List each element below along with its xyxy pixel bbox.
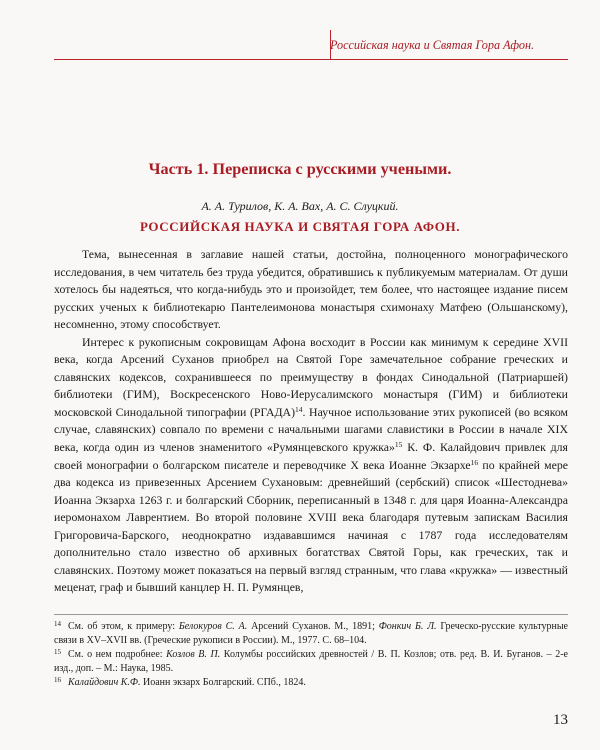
paragraph-2-part-b: . Научное использование этих рукописей (во всяком случае, славянских) совпало по времени с начальными шагами славистики в России в начале XIX века, когда один из членов знаменитого «Румянцевского кружка»: [54, 404, 568, 455]
paragraph-2-part-d: по крайней мере два кодекса из привезенных Арсением Сухановым: древнейший (сербский) список «Шестоднева» Иоанна Экзарха 1263 г. и болгарский Сборник, переписанный в 1348 г. для царя Иоанна-Александра иеромонахом Лаврентием. Во второй половине XVIII века благодаря путевым запискам Василия Григоровича-Барского, неоднократно издававшимся начиная с 1787 года исследователям дополнительно стало известно об архивных богатствах Святой Горы, как греческих, так и славянских. Поэтому может показаться на первый взгляд странным, что глава «кружка» — известный меценат, граф и бывший канцлер Н. П. Румянцев,: [54, 457, 569, 595]
footnote-15: [54, 648, 568, 675]
footnote-text: Греческо-русские культурные связи в XV–XVII вв. (Греческие рукописи в России). М., 1977. С. 68–104.: [54, 621, 568, 646]
footnote-author: Козлов В. П.: [166, 649, 221, 660]
footnote-text: См. об этом, к примеру:: [68, 621, 179, 632]
article-authors: А. А. Турилов, К. А. Вах, А. С. Слуцкий.: [201, 199, 399, 213]
footnote-ref-14[interactable]: 14: [295, 404, 303, 414]
footnote-ref-16[interactable]: 16: [470, 457, 479, 467]
footnote-text: См. о нем подробнее:: [68, 649, 167, 660]
footnote-author: Белокуров С. А.: [178, 621, 248, 632]
paragraph-1: Тема, вынесенная в заглавие нашей статьи, достойна, полноценного монографического исследования, в чем читатель без труда убедится, обратившись к публикуемым материалам. От души хотелось бы надеяться, что когда-нибудь это и произойдет, тем более, что настоящее издание писем русских ученых к библиотекарю Пантелеимонова монастыря схимонаху Матфею (Ольшанскому), несомненно, этому способствует.: [54, 247, 568, 332]
footnote-text: Колумбы российских древностей / В. П. Козлов; отв. ред. В. И. Буганов. – 2-е изд., доп. – М.: Наука, 1985.: [54, 649, 568, 674]
footnote-rule: [54, 614, 568, 615]
footnote-14: [54, 620, 568, 647]
paragraph-2: [54, 334, 568, 597]
paragraph-2-part-c: К. Ф. Калайдович привлек для своей монографии о болгарском писателе и переводчике X века Иоанне Экзархе: [54, 440, 568, 472]
body-text: [54, 246, 568, 597]
page-number: 13: [553, 712, 568, 728]
header-rule: [54, 59, 568, 60]
paragraph-2-part-a: Интерес к рукописным сокровищам Афона восходит в России как минимум к середине XVII века, когда Арсений Суханов приобрел на Святой Горе замечательное собрание греческих и славянских кодексов, сохранившееся по преимуществу в фондах Синодальной (Патриаршей) библиотеки (ГИМ), Воскресенского Ново-Иерусалимского монастыря (ГИМ) и библиотеки московской Синодальной типографии (РГАДА): [54, 334, 568, 419]
footnote-number: 16: [54, 676, 61, 684]
footnote-text: Арсений Суханов. М., 1891;: [247, 621, 379, 632]
footnotes: [54, 620, 568, 691]
footnote-number: 15: [54, 648, 61, 656]
footnote-number: 14: [54, 620, 61, 628]
footnote-ref-15[interactable]: 15: [394, 440, 403, 450]
footnote-author: Фонкич Б. Л.: [378, 621, 437, 632]
footnote-text: Иоанн экзарх Болгарский. СПб., 1824.: [140, 677, 306, 688]
part-title: Часть 1. Переписка с русскими учеными.: [148, 160, 452, 178]
footnote-16: [54, 676, 568, 690]
article-title: РОССИЙСКАЯ НАУКА И СВЯТАЯ ГОРА АФОН.: [139, 219, 461, 234]
footnote-author: Калайдович К.Ф.: [68, 677, 141, 688]
running-head: Российская наука и Святая Гора Афон.: [330, 38, 535, 52]
